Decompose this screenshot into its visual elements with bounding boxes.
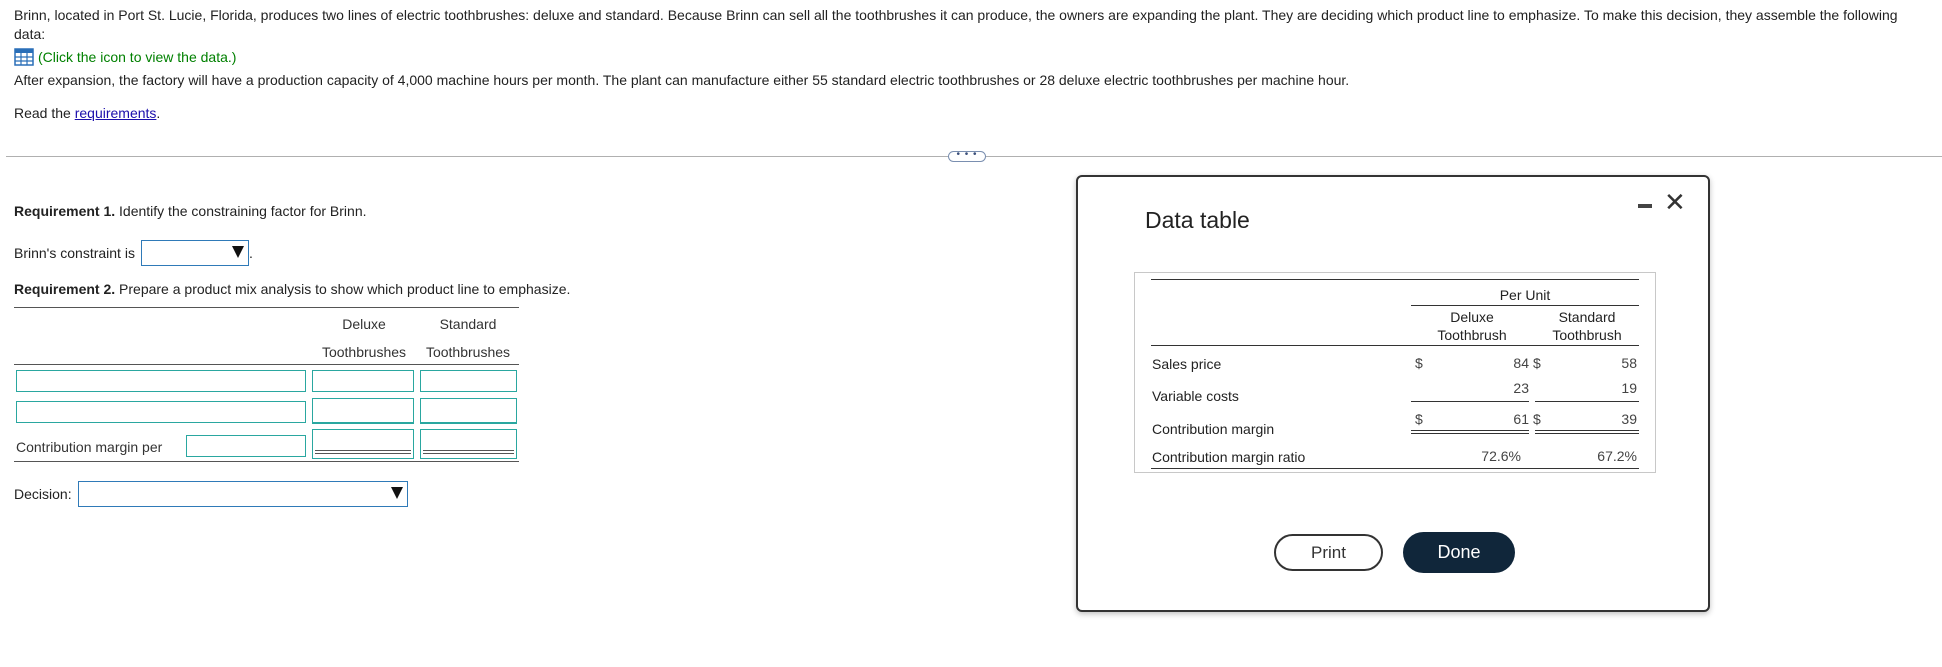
cm-standard-double-rule xyxy=(423,450,514,454)
sales-price-label: Sales price xyxy=(1152,356,1222,372)
requirement-1-text: Identify the constraining factor for Brinn. xyxy=(115,203,367,219)
mix-row1-deluxe-input[interactable] xyxy=(312,370,414,392)
data-table-bottom-rule xyxy=(1151,468,1639,469)
constraint-label: Brinn's constraint is xyxy=(14,245,135,261)
data-table xyxy=(1134,272,1656,473)
cm-deluxe-input[interactable] xyxy=(312,429,414,459)
cm-rule-standard-2 xyxy=(1535,433,1639,434)
cm-standard-input[interactable] xyxy=(420,429,517,459)
mix-col-deluxe-line2: Toothbrushes xyxy=(321,344,407,360)
cm-cur2: $ xyxy=(1533,411,1541,427)
cm-cur1: $ xyxy=(1415,411,1423,427)
vc-rule-deluxe xyxy=(1411,401,1529,402)
variable-costs-standard: 19 xyxy=(1621,380,1637,396)
cm-deluxe-double-rule xyxy=(315,450,411,454)
contribution-margin-label: Contribution margin xyxy=(1152,421,1275,437)
view-data-text[interactable]: (Click the icon to view the data.) xyxy=(38,49,237,65)
mix-col-standard-line1: Standard xyxy=(439,316,497,332)
cm-rule-deluxe-2 xyxy=(1411,433,1529,434)
per-unit-rule xyxy=(1411,305,1639,306)
constraint-suffix: . xyxy=(248,245,253,261)
table-icon[interactable] xyxy=(14,48,34,66)
vc-rule-standard xyxy=(1535,401,1639,402)
mix-row2-label-input[interactable] xyxy=(16,401,306,423)
mix-table-top-rule xyxy=(14,307,519,308)
variable-costs-deluxe: 23 xyxy=(1513,380,1529,396)
mix-row2-deluxe-input[interactable] xyxy=(312,398,414,424)
requirement-2 xyxy=(14,281,570,297)
mix-table-bottom-rule xyxy=(14,461,519,462)
print-button[interactable]: Print xyxy=(1274,534,1383,571)
mix-col-deluxe-line1: Deluxe xyxy=(342,316,386,332)
standard-header-line1: Standard xyxy=(1558,309,1616,325)
deluxe-header-line1: Deluxe xyxy=(1450,309,1494,325)
sales-price-standard: 58 xyxy=(1621,355,1637,371)
requirement-1 xyxy=(14,203,367,219)
cm-rule-deluxe-1 xyxy=(1411,430,1529,431)
constraint-dropdown[interactable] xyxy=(141,240,249,266)
view-data-link[interactable] xyxy=(14,48,236,66)
data-table-modal xyxy=(1076,175,1710,612)
decision-dropdown[interactable] xyxy=(78,481,408,507)
sales-price-cur1: $ xyxy=(1415,355,1423,371)
requirements-link[interactable]: requirements xyxy=(74,105,157,121)
data-table-header-rule xyxy=(1151,345,1639,346)
variable-costs-label: Variable costs xyxy=(1152,388,1239,404)
data-table-top-rule xyxy=(1151,279,1639,280)
read-prefix: Read the xyxy=(14,105,75,121)
minimize-icon[interactable] xyxy=(1638,204,1652,208)
modal-title: Data table xyxy=(1145,207,1250,233)
read-suffix: . xyxy=(156,105,161,121)
deluxe-header-line2: Toothbrush xyxy=(1437,327,1507,343)
dropdown-arrow-icon xyxy=(232,246,244,258)
cm-deluxe-value: 61 xyxy=(1513,411,1529,427)
cm-rule-standard-1 xyxy=(1535,430,1639,431)
capacity-text: After expansion, the factory will have a production capacity of 4,000 machine hours per month. The plant can manufacture either 55 standard electric toothbrushes or 28 deluxe electric toothbrushes per machine hour. xyxy=(14,72,1350,88)
mix-table-header-rule xyxy=(14,364,519,365)
requirement-2-text: Prepare a product mix analysis to show which product line to emphasize. xyxy=(115,281,571,297)
cm-ratio-standard: 67.2% xyxy=(1597,448,1637,464)
sales-price-deluxe: 84 xyxy=(1513,355,1529,371)
cm-per-unit-input[interactable] xyxy=(186,435,306,457)
requirement-1-label: Requirement 1. xyxy=(14,203,116,219)
decision-label: Decision: xyxy=(14,486,72,502)
standard-header-line2: Toothbrush xyxy=(1552,327,1622,343)
decision-row xyxy=(14,481,408,507)
mix-col-standard-line2: Toothbrushes xyxy=(425,344,511,360)
mix-row1-standard-input[interactable] xyxy=(420,370,517,392)
cm-ratio-deluxe: 72.6% xyxy=(1481,448,1521,464)
cm-ratio-label: Contribution margin ratio xyxy=(1152,449,1306,465)
expand-toggle[interactable]: • • • xyxy=(948,151,986,162)
dropdown-arrow-icon xyxy=(391,487,403,499)
constraint-row xyxy=(14,240,253,266)
mix-row1-label-input[interactable] xyxy=(16,370,306,392)
mix-row2-standard-input[interactable] xyxy=(420,398,517,424)
cm-per-label: Contribution margin per xyxy=(16,439,163,455)
problem-intro: Brinn, located in Port St. Lucie, Florida, produces two lines of electric toothbrushes: deluxe and standard. Because Brinn can sell all the toothbrushes it can produce, the owners are expanding the plant. They are deciding which product line to emphasize. To make this decision, they assemble the following data: xyxy=(14,7,1898,42)
close-icon[interactable]: ✕ xyxy=(1664,187,1686,217)
done-button[interactable]: Done xyxy=(1403,532,1515,573)
sales-price-cur2: $ xyxy=(1533,355,1541,371)
requirement-2-label: Requirement 2. xyxy=(14,281,116,297)
cm-standard-value: 39 xyxy=(1621,411,1637,427)
per-unit-header: Per Unit xyxy=(1499,287,1551,303)
read-requirements xyxy=(14,105,160,121)
